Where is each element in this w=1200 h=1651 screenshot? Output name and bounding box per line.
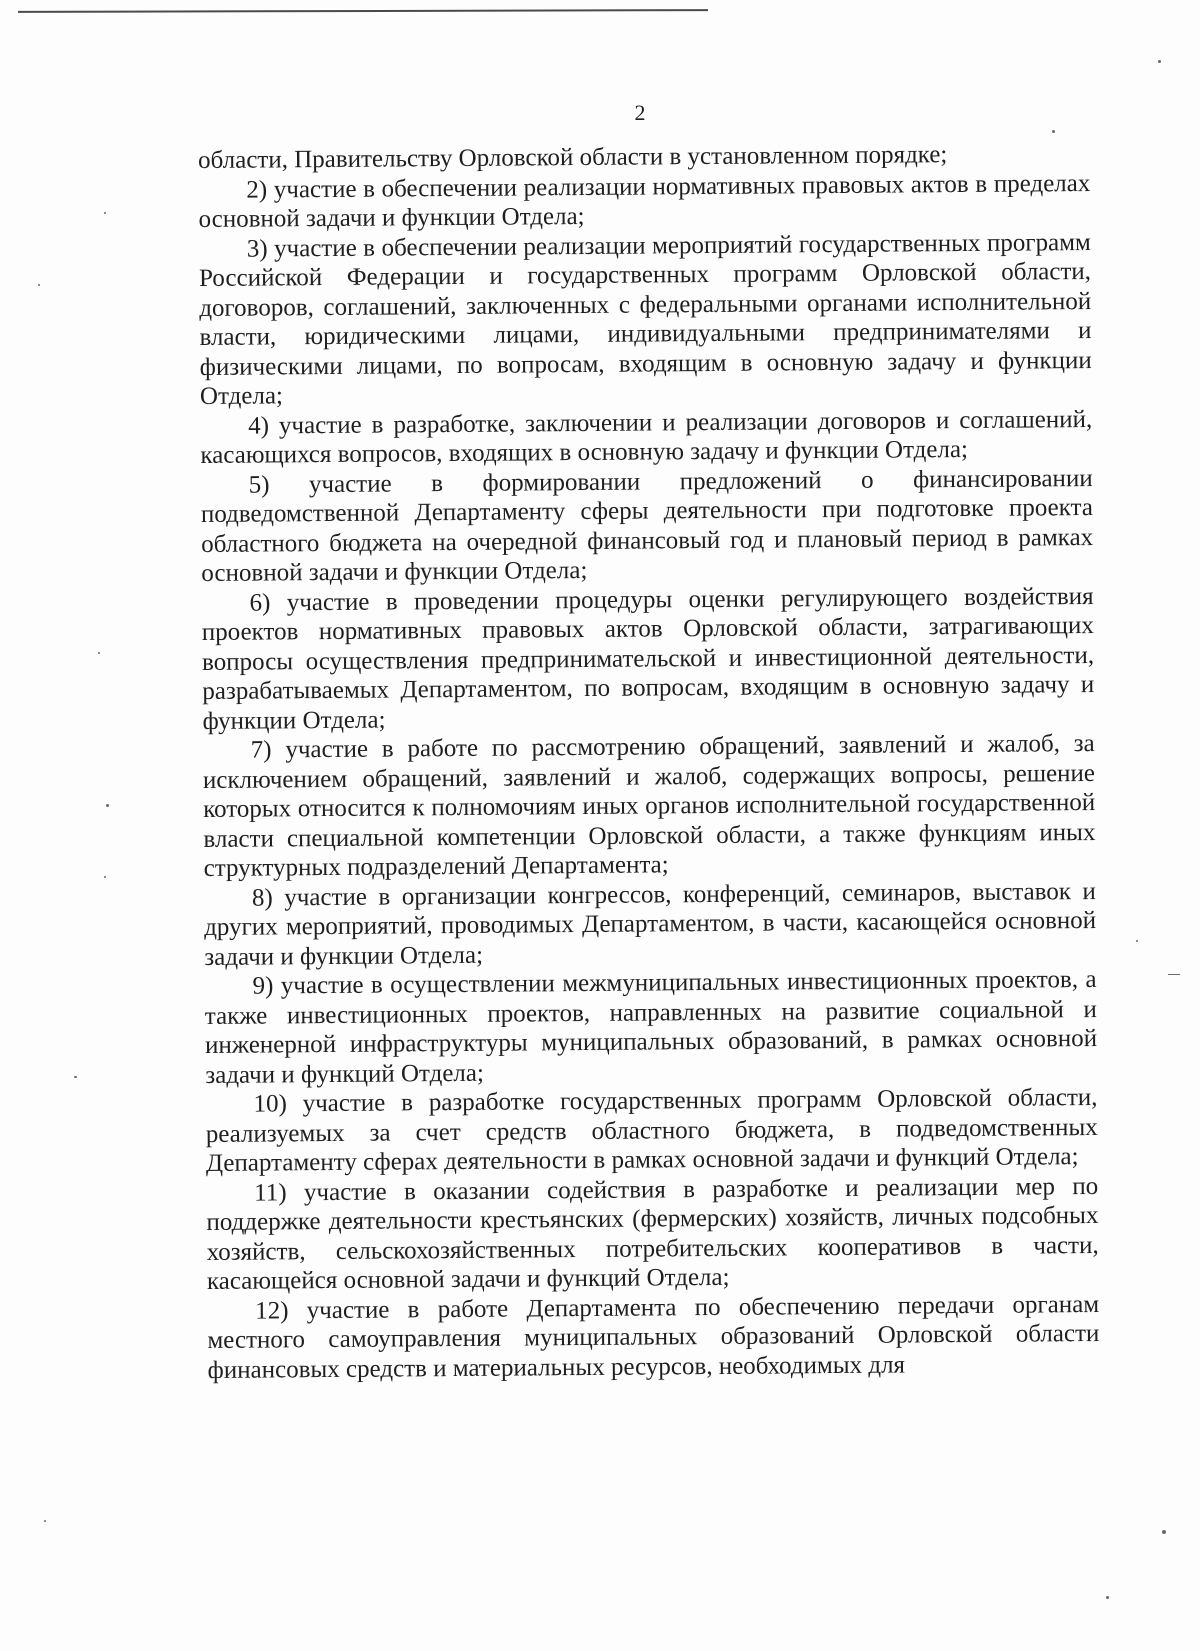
scan-speck [1052,130,1055,133]
scan-speck [98,652,100,654]
scan-speck [1162,1530,1166,1534]
scan-speck [1168,974,1180,975]
list-item: 8) участие в организации конгрессов, конференций, семинаров, выставок и других мероприятий, проводимых Департаментом, в части, касающейся основной задачи и функции Отдела; [204,877,1097,971]
scan-speck [106,804,109,807]
scan-speck [44,1520,46,1522]
scan-edge-line [18,9,708,13]
scan-speck [104,876,106,878]
page-number: 2 [634,100,646,125]
scan-speck [1158,60,1161,63]
list-item: 4) участие в разработке, заключении и реализации договоров и соглашений, касающихся вопросов, входящих в основную задачу и функции Отдела; [200,405,1093,469]
document-body [198,139,1100,1385]
list-item: 2) участие в обеспечении реализации нормативных правовых актов в пределах основной задачи и функции Отдела; [198,169,1091,233]
list-item: 6) участие в проведении процедуры оценки регулирующего воздействия проектов нормативных правовых актов Орловской области, затрагивающих вопросы осуществления предпринимательской и инвестиционной деятельности, разрабатываемых Департаментом, по вопросам, входящим в основную задачу и функции Отдела; [201,582,1095,735]
list-item: 11) участие в оказании содействия в разработке и реализации мер по поддержке деятельности крестьянских (фермерских) хозяйств, личных подсобных хозяйств, сельскохозяйственных потребительских кооперативов в части, касающейся основной задачи и функций Отдела; [206,1172,1099,1295]
scan-speck [104,212,106,214]
list-item: 7) участие в работе по рассмотрению обращений, заявлений и жалоб, за исключением обращений, заявлений и жалоб, содержащих вопросы, решение которых относится к полномочиям иных органов исполнительной государственной власти специальной компетенции Орловской области, а также функциям иных структурных подразделений Департамента; [202,729,1096,882]
list-item: 10) участие в разработке государственных программ Орловской области, реализуемых за счет средств областного бюджета, в подведомственных Департаменту сферах деятельности в рамках основной задачи и функций Отдела; [205,1083,1098,1177]
list-item: 12) участие в работе Департамента по обеспечению передачи органам местного самоуправления муниципальных образований Орловской области финансовых средств и материальных ресурсов, необходимых для [207,1290,1100,1384]
scan-speck [1136,940,1138,942]
scan-speck [38,284,40,286]
scan-speck [74,1076,77,1078]
scan-speck [1106,1596,1109,1599]
paragraph: области, Правительству Орловской области в установленном порядке; [198,141,948,174]
list-item: 9) участие в осуществлении межмуниципальных инвестиционных проектов, а также инвестиционных проектов, направленных на развитие социальной и инженерной инфраструктуры муниципальных образований, в рамках основной задачи и функций Отдела; [204,965,1098,1089]
list-item: 5) участие в формировании предложений о финансировании подведомственной Департаменту сферы деятельности при подготовке проекта областного бюджета на очередной финансовый год и плановый период в рамках основной задачи и функции Отдела; [200,464,1094,587]
list-item: 3) участие в обеспечении реализации мероприятий государственных программ Российской Федерации и государственных программ Орловской области, договоров, соглашений, заключенных с федеральными органами исполнительной власти, юридическими лицами, индивидуальными предпринимателями и физическими лицами, по вопросам, входящим в основную задачу и функции Отдела; [198,228,1092,410]
